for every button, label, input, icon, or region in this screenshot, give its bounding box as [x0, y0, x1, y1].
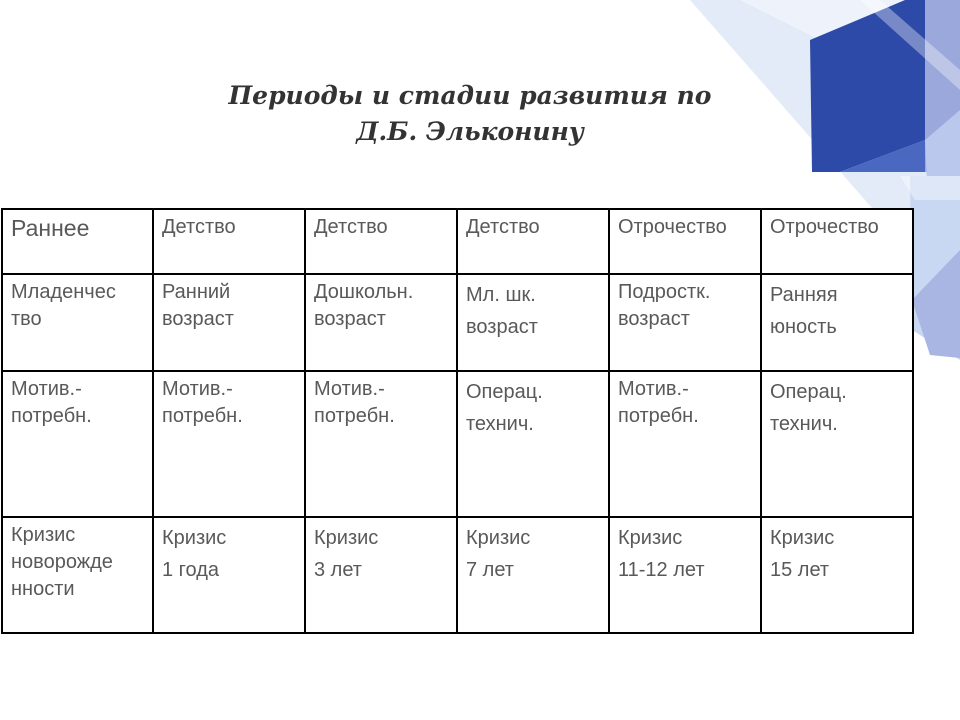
cell-text: Операц.: [770, 381, 847, 403]
cell-text: Кризис: [314, 527, 379, 549]
cell-text: потребн.: [11, 405, 92, 427]
table-cell: [153, 209, 305, 274]
cell-text: тво: [11, 308, 42, 330]
table-row-crises: [2, 517, 913, 633]
table-cell: [457, 517, 609, 633]
cell-text: нности: [11, 578, 75, 600]
cell-text: Детство: [314, 216, 388, 238]
table-cell: [609, 274, 761, 371]
cell-text: Младенчес: [11, 281, 116, 303]
cell-text: 1 года: [162, 559, 220, 581]
table-cell: [761, 371, 913, 517]
table-cell: [609, 371, 761, 517]
table-cell: [2, 209, 153, 274]
cell-text: Подростк.: [618, 281, 711, 303]
cell-text: Отрочество: [770, 216, 879, 238]
table-cell: [305, 517, 457, 633]
cell-text: возраст: [314, 308, 386, 330]
cell-text: Кризис: [770, 527, 835, 549]
cell-text: 7 лет: [466, 559, 514, 581]
table-cell: [153, 517, 305, 633]
cell-text: Детство: [466, 216, 540, 238]
table-cell: [761, 517, 913, 633]
cell-text: возраст: [466, 316, 538, 338]
table-cell: [305, 371, 457, 517]
cell-text: Кризис: [162, 527, 227, 549]
cell-text: технич.: [466, 413, 534, 435]
cell-text: юность: [770, 316, 837, 338]
title-line-1: Периоды и стадии развития по: [228, 81, 712, 110]
cell-text: 3 лет: [314, 559, 362, 581]
cell-text: новорожде: [11, 551, 113, 573]
cell-text: Кризис: [618, 527, 683, 549]
cell-text: возраст: [618, 308, 690, 330]
cell-text: Мл. шк.: [466, 284, 536, 306]
table-row-epochs: [2, 209, 913, 274]
table-row-activity-types: [2, 371, 913, 517]
cell-text: Мотив.-: [314, 378, 385, 400]
periods-table: [1, 208, 914, 634]
cell-text: Мотив.-: [618, 378, 689, 400]
cell-text: Отрочество: [618, 216, 727, 238]
cell-text: возраст: [162, 308, 234, 330]
slide-title: [200, 78, 740, 150]
table-cell: [305, 209, 457, 274]
title-line-2: Д.Б. Эльконину: [356, 117, 584, 146]
cell-text: Кризис: [466, 527, 531, 549]
table-cell: [2, 371, 153, 517]
table-cell: [761, 274, 913, 371]
table-cell: [761, 209, 913, 274]
cell-text: технич.: [770, 413, 838, 435]
cell-text: 11-12 лет: [618, 559, 705, 581]
cell-text: Детство: [162, 216, 236, 238]
table-cell: [2, 274, 153, 371]
table-cell: [2, 517, 153, 633]
table-cell: [153, 274, 305, 371]
cell-text: Дошкольн.: [314, 281, 414, 303]
table-cell: [153, 371, 305, 517]
table-cell: [457, 371, 609, 517]
table-cell: [609, 517, 761, 633]
cell-text: 15 лет: [770, 559, 830, 581]
cell-text: Кризис: [11, 524, 76, 546]
cell-text: Ранняя: [770, 284, 838, 306]
cell-text: потребн.: [314, 405, 395, 427]
cell-text: Раннее: [11, 215, 90, 241]
table-cell: [457, 209, 609, 274]
cell-text: Мотив.-: [11, 378, 82, 400]
table-cell: [305, 274, 457, 371]
table-row-periods: [2, 274, 913, 371]
table-cell: [457, 274, 609, 371]
cell-text: потребн.: [162, 405, 243, 427]
table-cell: [609, 209, 761, 274]
cell-text: Мотив.-: [162, 378, 233, 400]
cell-text: Ранний: [162, 281, 231, 303]
cell-text: потребн.: [618, 405, 699, 427]
cell-text: Операц.: [466, 381, 543, 403]
